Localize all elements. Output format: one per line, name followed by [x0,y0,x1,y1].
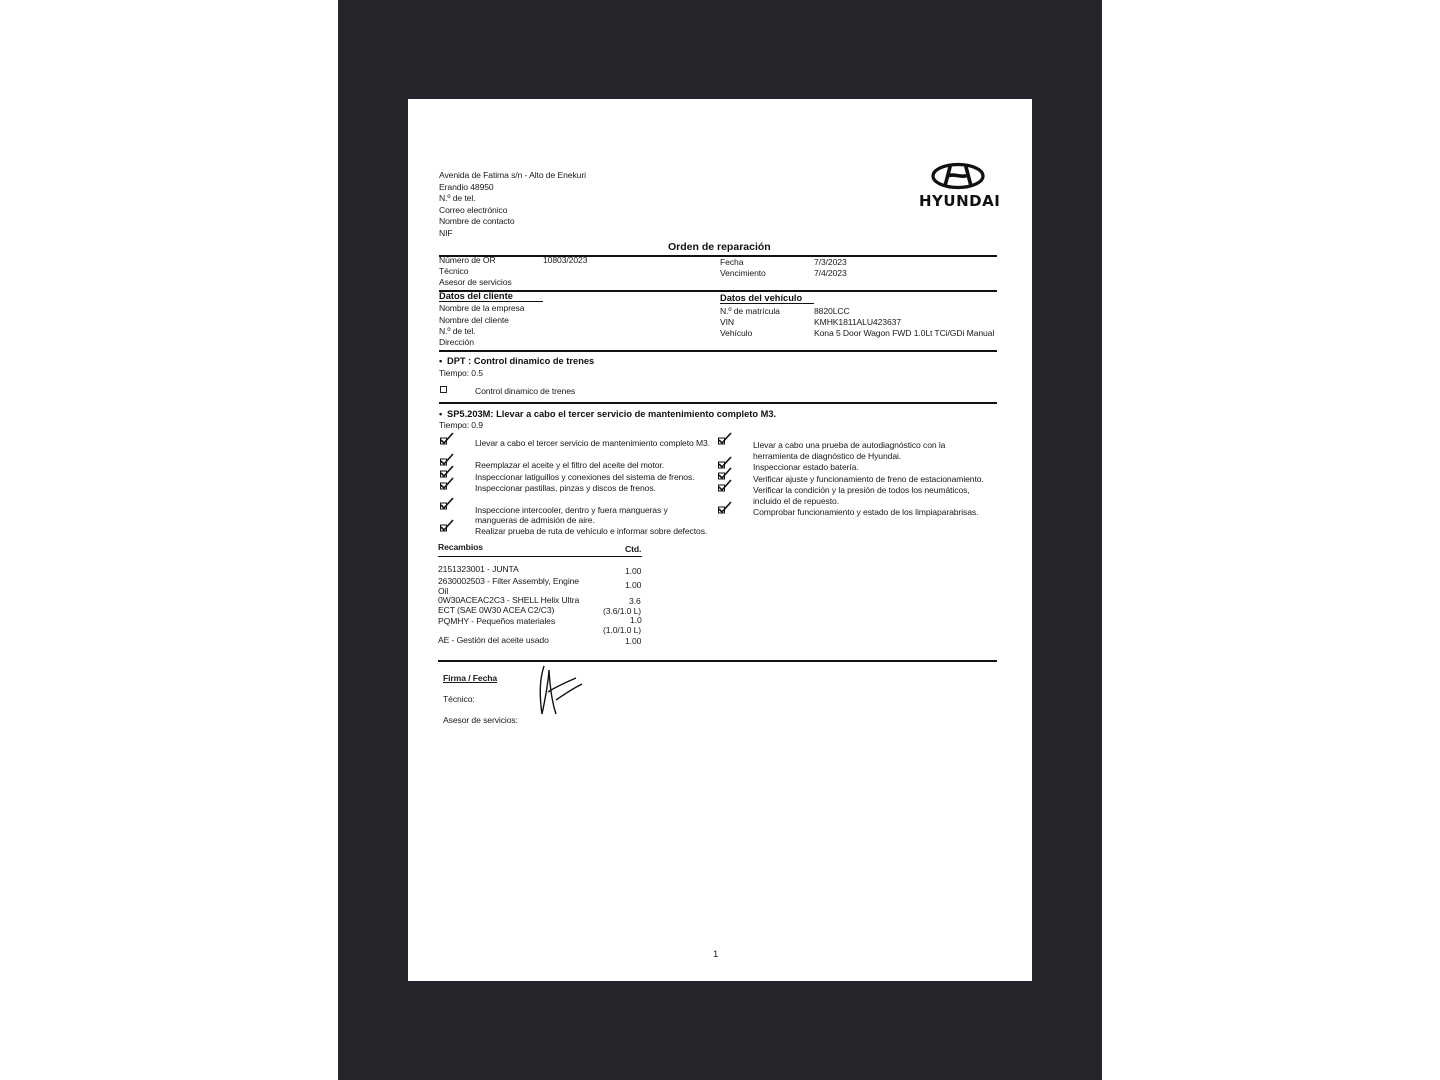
document-page [408,99,1032,981]
order-number-label: Número de OR [439,255,496,265]
dpt-divider [439,402,997,404]
order-technician-label: Técnico [439,266,469,276]
sp-left-item: Reemplazar el aceite y el filtro del aceite del motor. [475,460,665,470]
checkmark-icon [718,501,732,515]
sp-right-item: herramienta de diagnóstico de Hyundai. [753,451,902,461]
company-nif-label: NIF [439,228,453,238]
checkmark-icon [440,497,454,511]
company-phone-label: N.º de tel. [439,193,476,203]
client-phone-label: N.º de tel. [439,326,476,336]
hyundai-logo-icon [930,162,986,190]
sp-right-item: incluido el de repuesto. [753,496,839,506]
part-qty: 1.0 [630,615,642,625]
checkmark-icon [440,519,454,533]
sp-bullet: • [439,409,443,419]
part-qty-detail: (3.6/1.0 L) [603,606,642,616]
sp-time: Tiempo: 0.9 [439,420,483,430]
part-qty: 3.6 [629,596,641,606]
vehicle-heading: Datos del vehículo [720,293,803,303]
dpt-title: DPT : Control dinamico de trenes [447,356,595,366]
checkmark-icon [718,432,732,446]
order-due-label: Vencimiento [720,268,766,278]
vehicle-model-label: Vehículo [720,328,753,338]
part-qty: 1.00 [625,636,642,646]
dpt-time: Tiempo: 0.5 [439,368,483,378]
sp-left-item: Inspeccionar pastillas, pinzas y discos de frenos. [475,483,656,493]
title-divider [439,255,997,257]
signature-heading: Firma / Fecha [443,673,498,683]
company-email-label: Correo electrónico [439,205,508,215]
sp-right-item: Verificar la condición y la presión de todos los neumáticos, [753,485,970,495]
checkmark-icon [440,432,454,446]
order-divider [439,290,997,292]
part-name: AE - Gestión del aceite usado [438,635,549,645]
client-name-label: Nombre del cliente [439,315,509,325]
client-heading: Datos del cliente [439,291,513,301]
sp-right-item: Comprobar funcionamiento y estado de los limpiaparabrisas. [753,507,979,517]
part-name: 0W30ACEAC2C3 - SHELL Helix Ultra [438,595,580,605]
sp-left-item: Inspeccionar latiguillos y conexiones del sistema de frenos. [475,472,695,482]
document-title: Orden de reparación [668,241,771,253]
order-advisor-label: Asesor de servicios [439,277,512,287]
dpt-checkbox [440,386,447,393]
brand-wordmark: HYUNDAI [919,192,1001,210]
part-qty-detail: (1.0/1.0 L) [603,625,642,635]
checkmark-icon [440,477,454,491]
client-heading-underline [439,301,543,302]
sp-left-item: Realizar prueba de ruta de vehículo e informar sobre defectos. [475,526,708,536]
company-address-line2: Erandio 48950 [439,182,494,192]
client-vehicle-divider [439,350,997,352]
order-number-value: 10803/2023 [543,255,588,265]
parts-header-divider [438,556,642,557]
parts-qty-heading: Ctd. [625,544,642,554]
page-number: 1 [713,949,719,960]
order-date-label: Fecha [720,257,744,267]
vehicle-vin-value: KMHK1811ALU423637 [814,317,902,327]
dpt-bullet: • [439,356,443,366]
parts-divider [438,660,997,662]
vehicle-heading-underline [720,303,814,304]
sp-right-item: Llevar a cabo una prueba de autodiagnóstico con la [753,440,946,450]
signature-technician-label: Técnico: [443,694,475,704]
order-due-value: 7/4/2023 [814,268,847,278]
part-qty: 1.00 [625,566,642,576]
vehicle-plate-value: 8820LCC [814,306,850,316]
handwritten-signature [536,664,586,719]
signature-advisor-label: Asesor de servicios: [443,715,518,725]
parts-heading: Recambios [438,542,483,552]
sp-left-item: Inspeccione intercooler, dentro y fuera mangueras y [475,505,668,515]
checkmark-icon [718,479,732,493]
vehicle-plate-label: N.º de matrícula [720,306,780,316]
part-name: PQMHY - Pequeños materiales [438,616,556,626]
sp-right-item: Inspeccionar estado batería. [753,462,859,472]
sp-title: SP5.203M: Llevar a cabo el tercer servicio de mantenimiento completo M3. [447,409,777,419]
part-name-continued: Oil [438,586,449,596]
vehicle-model-value: Kona 5 Door Wagon FWD 1.0Lt TCi/GDi Manual [814,328,995,338]
sp-left-item: mangueras de admisión de aire. [475,515,595,525]
part-name-continued: ECT (SAE 0W30 ACEA C2/C3) [438,605,555,615]
order-date-value: 7/3/2023 [814,257,847,267]
sp-left-item: Llevar a cabo el tercer servicio de mantenimiento completo M3. [475,438,711,448]
part-qty: 1.00 [625,580,642,590]
sp-right-item: Verificar ajuste y funcionamiento de freno de estacionamiento. [753,474,984,484]
part-name: 2151323001 - JUNTA [438,564,519,574]
vehicle-vin-label: VIN [720,317,735,327]
client-address-label: Dirección [439,337,474,347]
company-address-line1: Avenida de Fatima s/n - Alto de Enekuri [439,170,586,180]
dpt-item-label: Control dinamico de trenes [475,386,576,396]
client-company-label: Nombre de la empresa [439,303,525,313]
part-name: 2630002503 - Filter Assembly, Engine [438,576,579,586]
company-contact-label: Nombre de contacto [439,216,515,226]
